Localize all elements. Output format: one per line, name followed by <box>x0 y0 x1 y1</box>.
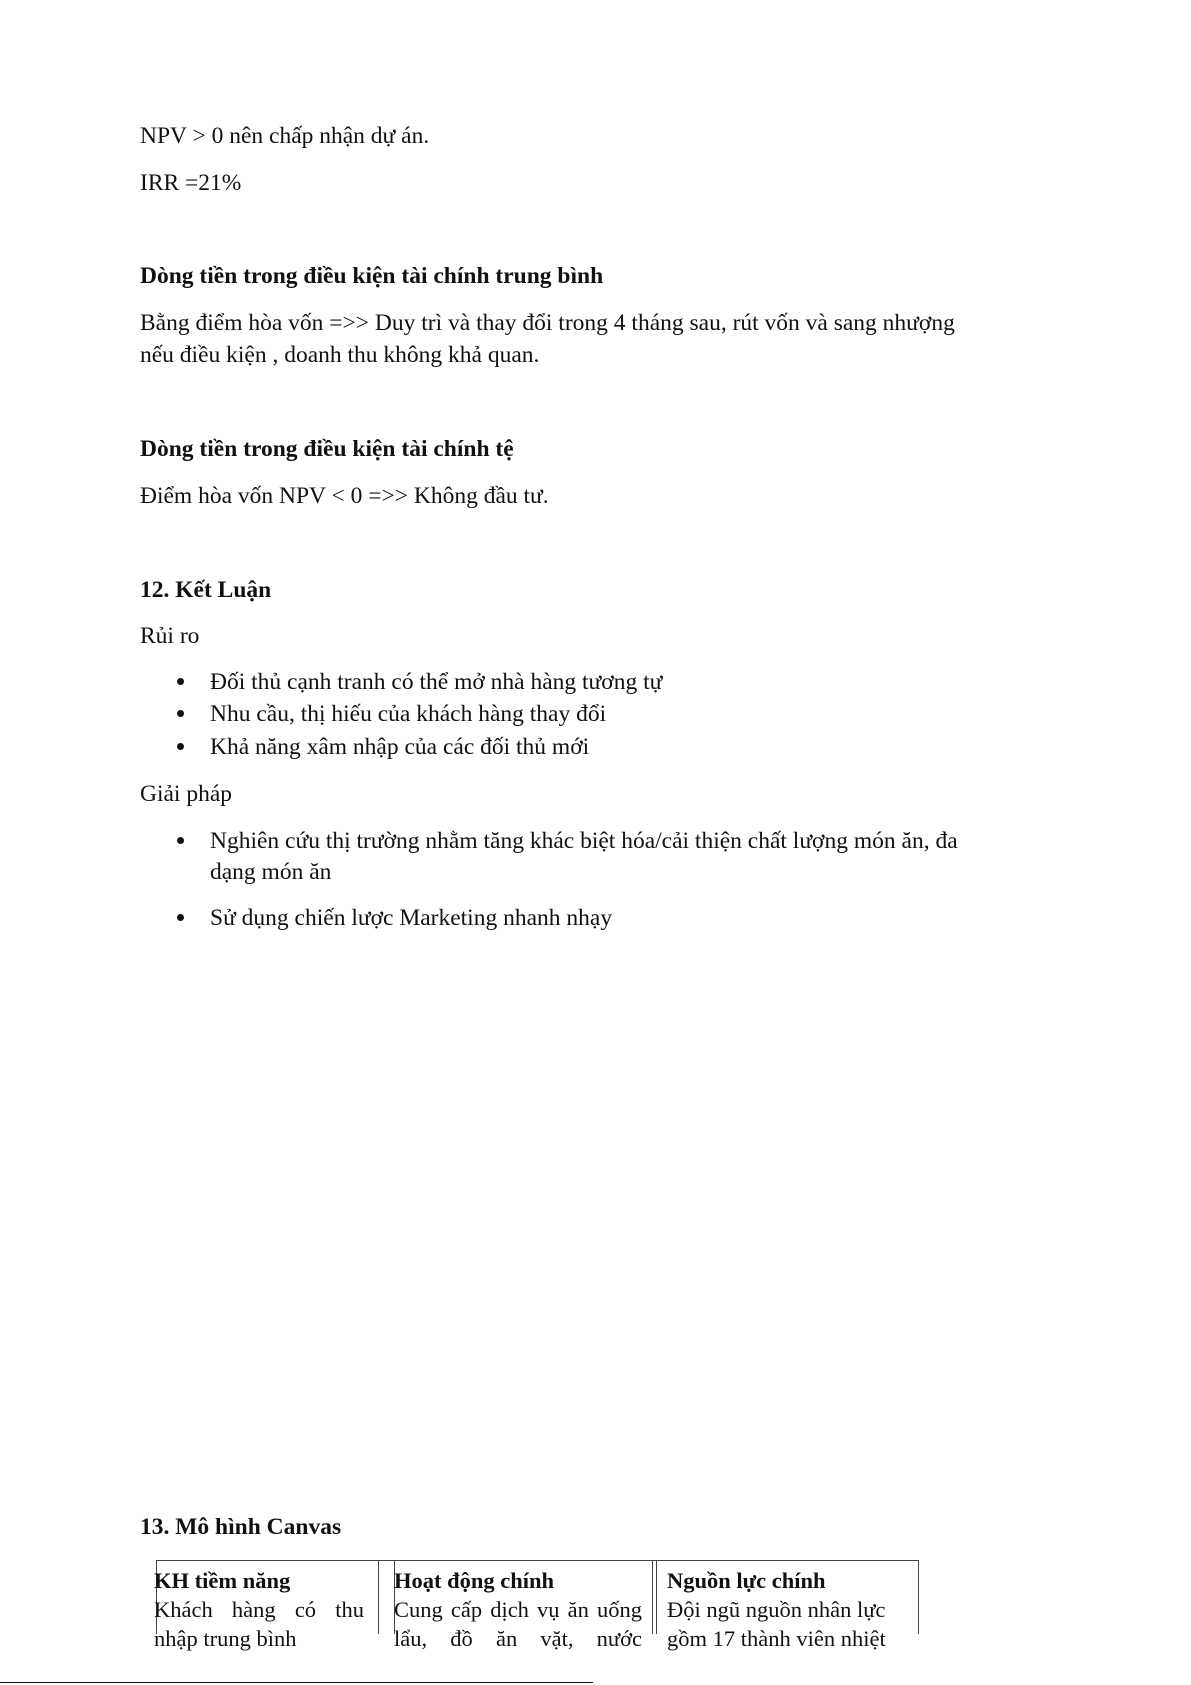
bad-section-body: Điểm hòa vốn NPV < 0 =>> Không đầu tư. <box>140 483 549 509</box>
npv-accept-line: NPV > 0 nên chấp nhận dự án. <box>140 123 430 149</box>
solution-item-text-line1: Nghiên cứu thị trường nhằm tăng khác biệt hóa/cải thiện chất lượng món ăn, đa <box>210 828 958 854</box>
cell-header: Nguồn lực chính <box>667 1568 826 1593</box>
bullet-icon <box>177 914 184 921</box>
solution-label: Giải pháp <box>140 781 233 807</box>
bad-section-title: Dòng tiền trong điều kiện tài chính tệ <box>140 436 514 462</box>
table-border-right <box>918 1560 919 1634</box>
average-section-body-line1: Bằng điểm hòa vốn =>> Duy trì và thay đổi trong 4 tháng sau, rút vốn và sang nhượng <box>140 310 955 336</box>
cell-header: Hoạt động chính <box>394 1568 555 1593</box>
bullet-icon <box>177 837 184 844</box>
table-divider <box>378 1560 379 1634</box>
conclusion-title: 12. Kết Luận <box>140 577 272 603</box>
cell-text: gồm 17 thành viên nhiệt <box>667 1626 886 1651</box>
cell-header: KH tiềm năng <box>154 1568 291 1593</box>
canvas-title: 13. Mô hình Canvas <box>140 1514 342 1540</box>
cell-text: Cung cấp dịch vụ ăn uống <box>394 1597 642 1622</box>
bullet-icon <box>177 743 184 750</box>
solution-item-text-line2: dạng món ăn <box>210 859 332 885</box>
table-cell <box>394 1566 642 1653</box>
table-border-top <box>156 1560 919 1561</box>
table-cell <box>667 1566 907 1653</box>
average-section-title: Dòng tiền trong điều kiện tài chính trung bình <box>140 263 604 289</box>
risk-label: Rủi ro <box>140 623 200 649</box>
table-cell <box>154 1566 364 1653</box>
solution-item-text: Sử dụng chiến lược Marketing nhanh nhạy <box>210 905 613 931</box>
cell-text: Đội ngũ nguồn nhân lực <box>667 1597 886 1622</box>
canvas-table <box>154 1560 919 1651</box>
risk-item-text: Đối thủ cạnh tranh có thể mở nhà hàng tương tự <box>210 669 663 695</box>
table-divider <box>656 1560 657 1634</box>
irr-line: IRR =21% <box>140 170 242 196</box>
cell-text: lẩu, đồ ăn vặt, nước <box>394 1626 642 1651</box>
footnote-separator <box>0 1682 593 1683</box>
table-divider <box>652 1560 653 1634</box>
risk-item-text: Nhu cầu, thị hiếu của khách hàng thay đổi <box>210 701 607 727</box>
risk-item-text: Khả năng xâm nhập của các đối thủ mới <box>210 734 590 760</box>
cell-text: nhập trung bình <box>154 1626 297 1651</box>
bullet-icon <box>177 678 184 685</box>
cell-text: Khách hàng có thu <box>154 1597 364 1622</box>
bullet-icon <box>177 710 184 717</box>
average-section-body-line2: nếu điều kiện , doanh thu không khả quan. <box>140 342 540 368</box>
